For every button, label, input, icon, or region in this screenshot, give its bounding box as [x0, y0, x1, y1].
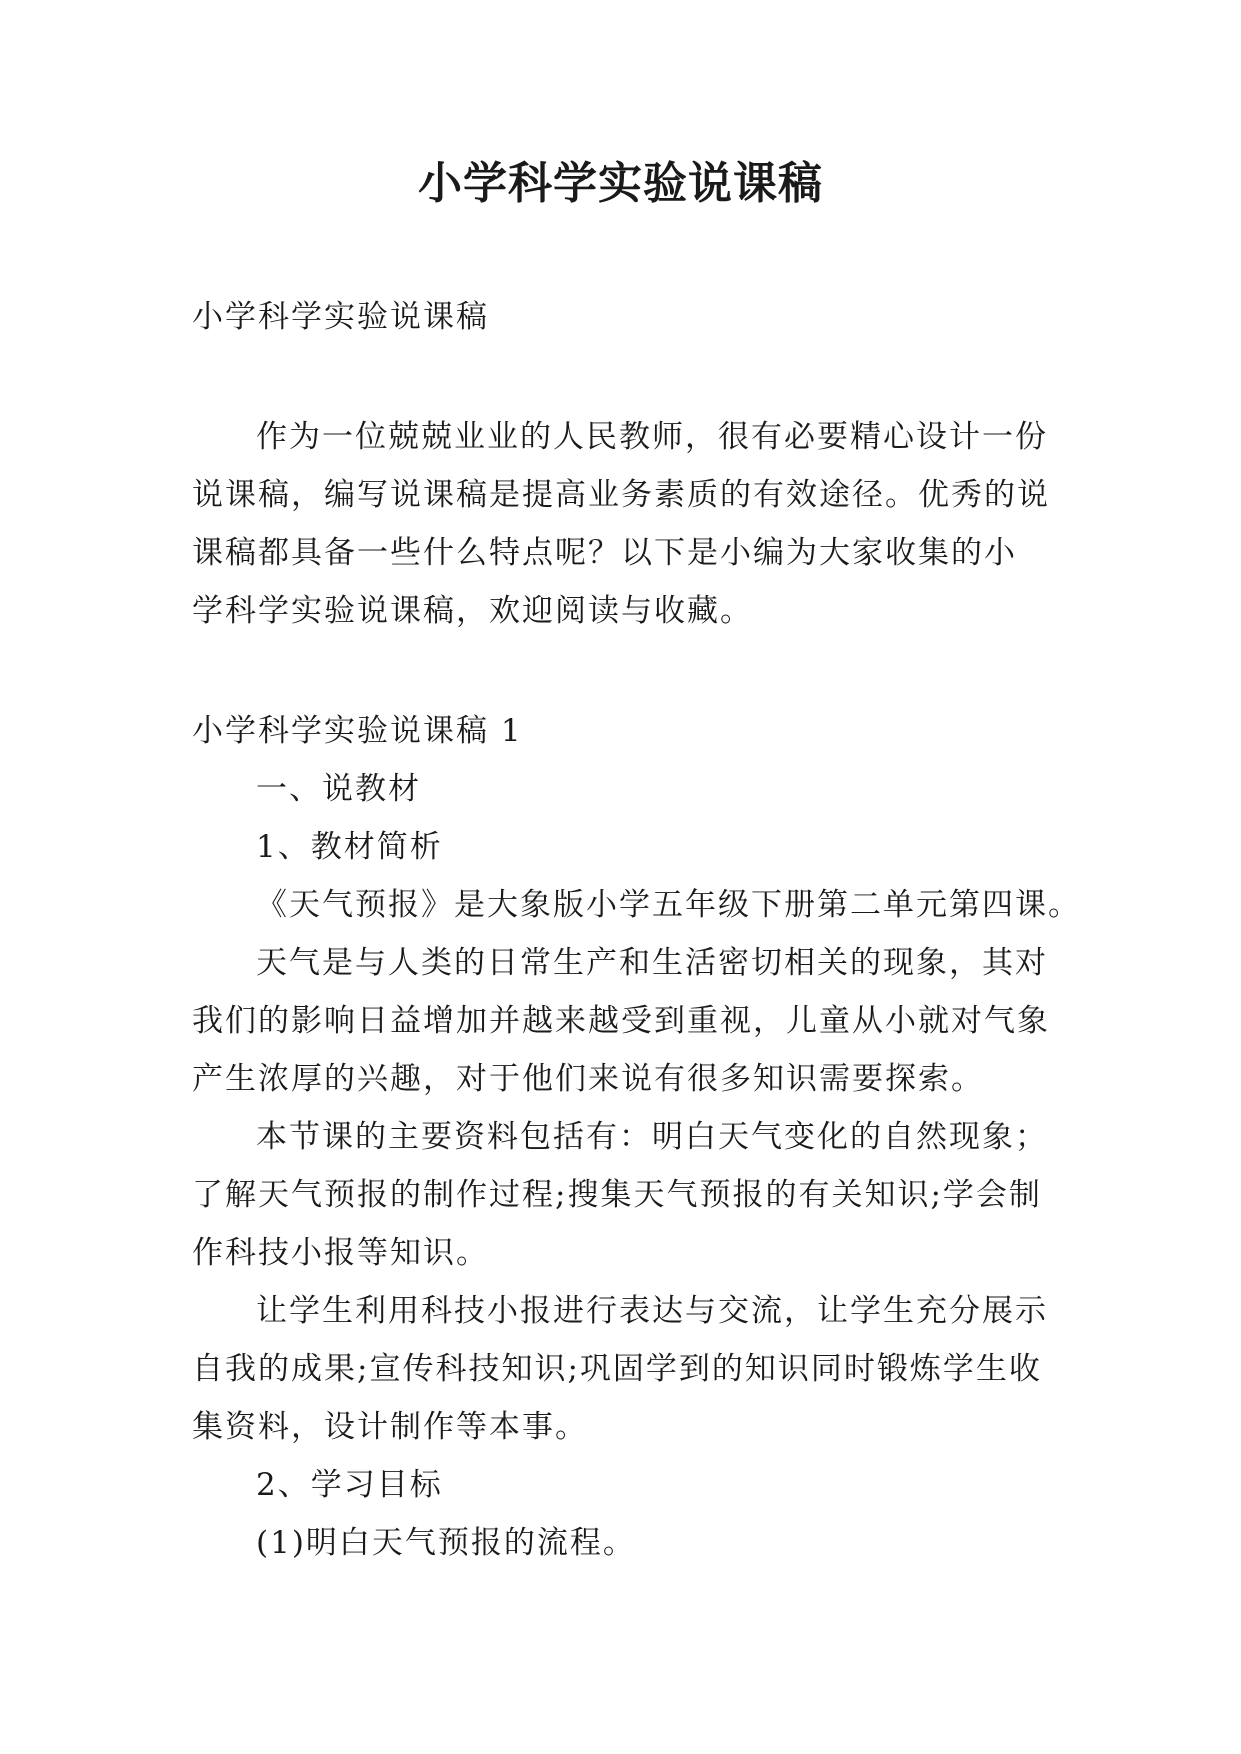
spacer [192, 640, 1052, 702]
intro-line: 课稿都具备一些什么特点呢？以下是小编为大家收集的小 [192, 535, 1017, 571]
intro-paragraph [192, 408, 1052, 640]
document-body [192, 288, 1081, 1572]
report-paragraph [192, 1282, 1052, 1456]
intro-line: 学科学实验说课稿，欢迎阅读与收藏。 [192, 593, 753, 629]
content-line: 本节课的主要资料包括有：明白天气变化的自然现象； [256, 1119, 1048, 1155]
heading-textbook-analysis: 1、教材简析 [256, 829, 443, 865]
document-subtitle: 小学科学实验说课稿 [192, 299, 489, 335]
weather-line: 产生浓厚的兴趣，对于他们来说有很多知识需要探索。 [192, 1061, 984, 1097]
objective-item: (1)明白天气预报的流程。 [256, 1525, 636, 1561]
content-paragraph [192, 1108, 1052, 1282]
textbook-paragraph: 《天气预报》是大象版小学五年级下册第二单元第四课。 [256, 887, 1081, 923]
content-line: 作科技小报等知识。 [192, 1235, 489, 1271]
report-line: 集资料，设计制作等本事。 [192, 1409, 588, 1445]
weather-paragraph [192, 934, 1052, 1108]
heading-materials: 一、说教材 [256, 771, 421, 807]
heading-learning-objectives: 2、学习目标 [256, 1467, 443, 1503]
weather-line: 天气是与人类的日常生产和生活密切相关的现象，其对 [256, 945, 1048, 981]
spacer [192, 346, 1052, 408]
section-title: 小学科学实验说课稿 1 [192, 713, 523, 749]
intro-line: 作为一位兢兢业业的人民教师，很有必要精心设计一份 [256, 419, 1048, 455]
report-line: 让学生利用科技小报进行表达与交流，让学生充分展示 [256, 1293, 1048, 1329]
content-line: 了解天气预报的制作过程;搜集天气预报的有关知识;学会制 [192, 1177, 1042, 1213]
report-line: 自我的成果;宣传科技知识;巩固学到的知识同时锻炼学生收 [192, 1351, 1042, 1387]
weather-line: 我们的影响日益增加并越来越受到重视，儿童从小就对气象 [192, 1003, 1050, 1039]
intro-line: 说课稿，编写说课稿是提高业务素质的有效途径。优秀的说 [192, 477, 1050, 513]
document-title: 小学科学实验说课稿 [418, 158, 823, 209]
